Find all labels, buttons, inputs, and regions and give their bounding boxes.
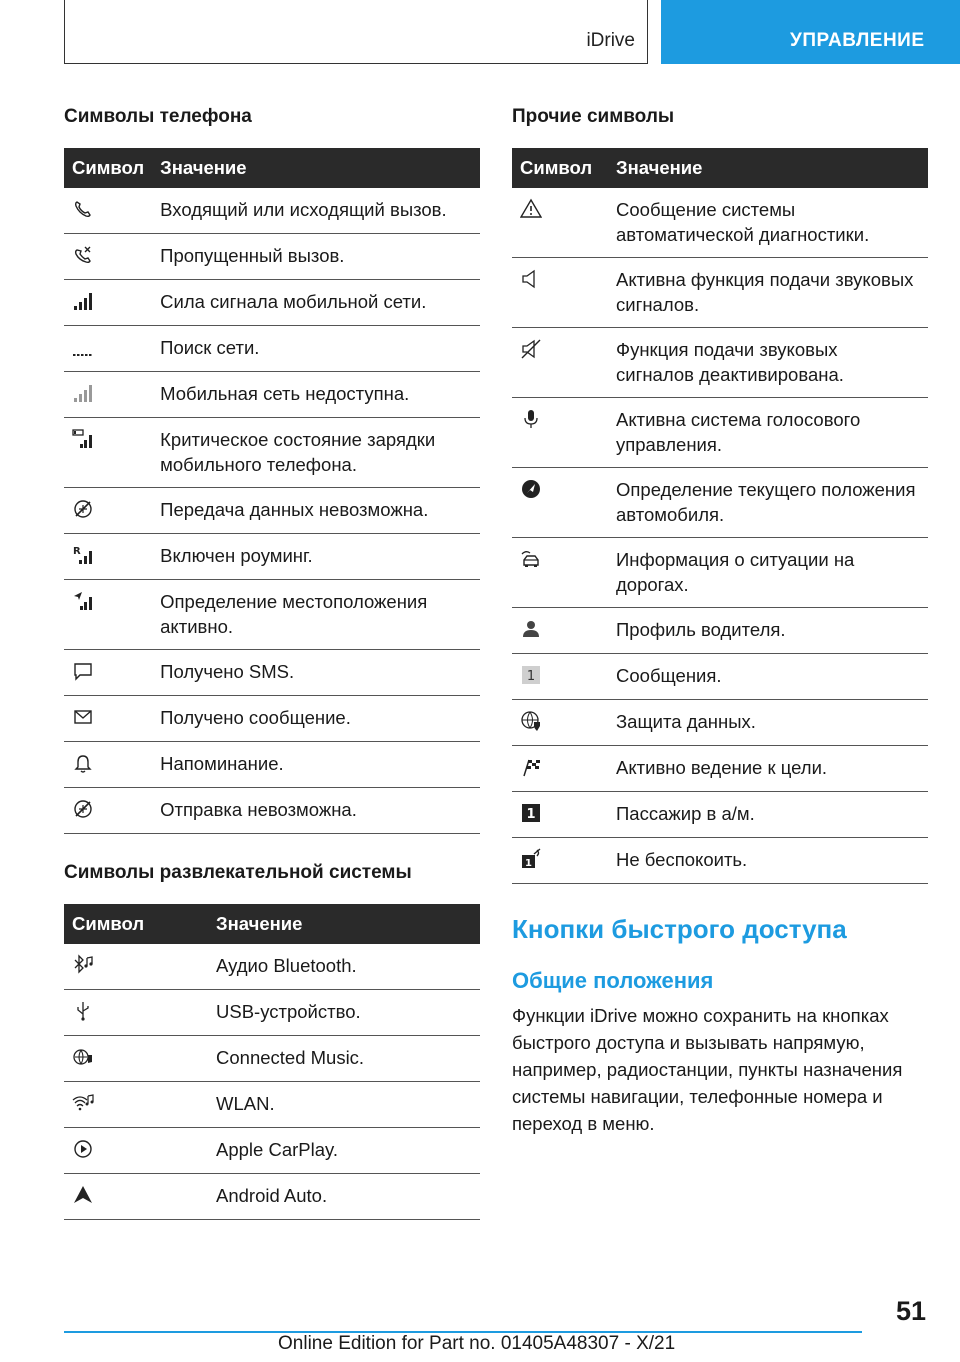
row-meaning: USB-устройство. <box>208 990 480 1036</box>
row-meaning: Сообщения. <box>608 654 928 700</box>
phone-handset-icon <box>72 198 94 220</box>
row-meaning: Напоминание. <box>152 742 480 788</box>
row-meaning: Connected Music. <box>208 1036 480 1082</box>
roaming-icon <box>72 544 94 566</box>
table-row <box>64 418 480 488</box>
table-row <box>64 488 480 534</box>
row-meaning: Мобильная сеть недоступна. <box>152 372 480 418</box>
table-row <box>512 188 928 258</box>
row-meaning: Поиск сети. <box>152 326 480 372</box>
svg-text:1: 1 <box>526 669 536 684</box>
microphone-icon <box>520 408 542 430</box>
table-row <box>64 1036 480 1082</box>
signal-strength-icon <box>72 290 94 312</box>
row-meaning: Защита данных. <box>608 700 928 746</box>
chapter-title: iDrive <box>586 30 635 51</box>
bell-icon <box>72 752 94 774</box>
usb-icon <box>72 1000 94 1022</box>
driver-profile-icon <box>520 618 542 640</box>
location-active-icon <box>72 590 94 612</box>
row-meaning: Определение текущего положения автомобиля. <box>608 468 928 538</box>
row-meaning: Функция подачи звуковых сигналов деактивирована. <box>608 328 928 398</box>
quick-access-heading: Кнопки быстрого доступа <box>512 914 847 944</box>
entertainment-symbols-table <box>64 904 480 1220</box>
bluetooth-audio-icon <box>72 954 94 976</box>
other-symbols-title: Прочие символы <box>512 106 675 127</box>
send-blocked-icon <box>72 798 94 820</box>
table-row <box>64 580 480 650</box>
data-protection-icon <box>520 710 542 732</box>
svg-text:1: 1 <box>525 858 532 869</box>
table-row <box>512 258 928 328</box>
table-row <box>512 468 928 538</box>
data-blocked-icon <box>72 498 94 520</box>
signal-unavailable-icon <box>72 382 94 404</box>
table-row <box>512 700 928 746</box>
low-battery-icon <box>72 428 94 450</box>
table-row <box>64 326 480 372</box>
checkered-flag-icon <box>520 756 542 778</box>
row-meaning: Отправка невозможна. <box>152 788 480 834</box>
general-subheading: Общие положения <box>512 968 714 993</box>
col-header-symbol: Символ <box>64 148 152 188</box>
row-meaning: Профиль водителя. <box>608 608 928 654</box>
speaker-icon <box>520 268 542 290</box>
wlan-icon <box>72 1092 94 1114</box>
carplay-icon <box>72 1138 94 1160</box>
table-row <box>64 234 480 280</box>
edition-note: Online Edition for Part no. 01405A48307 - X/21 <box>278 1333 676 1354</box>
table-row <box>64 696 480 742</box>
sms-bubble-icon <box>72 660 94 682</box>
section-tab: УПРАВЛЕНИЕ <box>661 0 960 64</box>
row-meaning: Определение местоположения активно. <box>152 580 480 650</box>
row-meaning: Пассажир в а/м. <box>608 792 928 838</box>
col-header-symbol: Символ <box>512 148 608 188</box>
quick-access-paragraph: Функции iDrive можно сохранить на кнопках быстрого доступа и вызывать напрямую, например, радиостанции, пункты назначения системы навигации, телефонные номера и переход в меню. <box>512 1005 903 1134</box>
svg-text:R: R <box>73 546 81 557</box>
col-header-symbol: Символ <box>64 904 208 944</box>
row-meaning: Критическое состояние зарядки мобильного телефона. <box>152 418 480 488</box>
table-row <box>64 1128 480 1174</box>
table-row <box>512 398 928 468</box>
right-column <box>512 104 928 1137</box>
row-meaning: Аудио Bluetooth. <box>208 944 480 990</box>
page-number: 51 <box>895 1296 926 1326</box>
missed-call-icon <box>72 244 94 266</box>
row-meaning: Получено сообщение. <box>152 696 480 742</box>
table-row <box>64 990 480 1036</box>
messages-count-icon <box>520 664 542 686</box>
row-meaning: Активно ведение к цели. <box>608 746 928 792</box>
table-row <box>64 372 480 418</box>
phone-symbols-title: Символы телефона <box>64 106 252 127</box>
row-meaning: Включен роуминг. <box>152 534 480 580</box>
left-column <box>64 104 480 1220</box>
table-row <box>64 534 480 580</box>
table-row <box>512 792 928 838</box>
warning-triangle-icon <box>520 198 542 220</box>
row-meaning: WLAN. <box>208 1082 480 1128</box>
passenger-icon <box>520 802 542 824</box>
row-meaning: Активна система голосового управления. <box>608 398 928 468</box>
table-row <box>512 538 928 608</box>
row-meaning: Сообщение системы автоматической диагностики. <box>608 188 928 258</box>
network-search-icon <box>72 336 94 358</box>
row-meaning: Получено SMS. <box>152 650 480 696</box>
row-meaning: Apple CarPlay. <box>208 1128 480 1174</box>
entertainment-symbols-title: Символы развлекательной системы <box>64 862 412 883</box>
table-row <box>64 650 480 696</box>
table-row <box>512 838 928 884</box>
do-not-disturb-icon <box>520 848 542 870</box>
table-row <box>512 608 928 654</box>
table-row <box>512 746 928 792</box>
svg-text:1: 1 <box>526 807 536 822</box>
row-meaning: Не беспокоить. <box>608 838 928 884</box>
row-meaning: Android Auto. <box>208 1174 480 1220</box>
row-meaning: Пропущенный вызов. <box>152 234 480 280</box>
traffic-car-icon <box>520 548 542 570</box>
row-meaning: Входящий или исходящий вызов. <box>152 188 480 234</box>
row-meaning: Сила сигнала мобильной сети. <box>152 280 480 326</box>
android-auto-icon <box>72 1184 94 1206</box>
table-row <box>64 280 480 326</box>
navigation-arrow-icon <box>520 478 542 500</box>
header-chapter-box <box>64 0 648 64</box>
col-header-meaning: Значение <box>608 148 928 188</box>
row-meaning: Активна функция подачи звуковых сигналов. <box>608 258 928 328</box>
table-row <box>64 188 480 234</box>
table-row <box>512 328 928 398</box>
other-symbols-table <box>512 148 928 884</box>
row-meaning: Информация о ситуации на дорогах. <box>608 538 928 608</box>
table-row <box>64 788 480 834</box>
phone-symbols-table <box>64 148 480 834</box>
connected-music-icon <box>72 1046 94 1068</box>
table-row <box>512 654 928 700</box>
table-row <box>64 742 480 788</box>
col-header-meaning: Значение <box>152 148 480 188</box>
col-header-meaning: Значение <box>208 904 480 944</box>
table-row <box>64 1174 480 1220</box>
table-row <box>64 944 480 990</box>
table-row <box>64 1082 480 1128</box>
envelope-icon <box>72 706 94 728</box>
speaker-muted-icon <box>520 338 542 360</box>
row-meaning: Передача данных невозможна. <box>152 488 480 534</box>
